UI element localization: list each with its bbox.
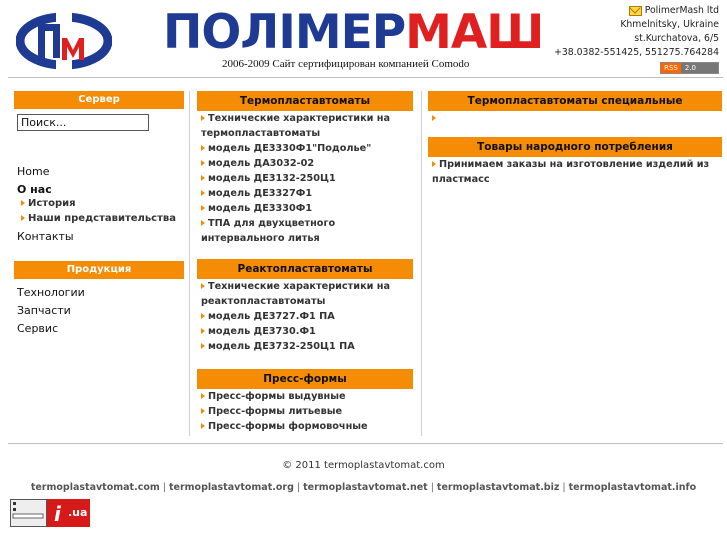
nav-contacts[interactable]: Контакты (17, 230, 74, 243)
iua-counter-badge[interactable] (10, 499, 90, 527)
list-item[interactable] (201, 309, 411, 324)
arrow-right-icon (201, 115, 205, 121)
arrow-right-icon[interactable] (432, 115, 436, 121)
svg-text:i: i (54, 502, 61, 526)
list-item[interactable] (201, 339, 411, 354)
list-item[interactable] (201, 141, 411, 156)
list-item-label: Технические характеристики на термопластавтоматы (201, 113, 391, 139)
arrow-right-icon (21, 200, 25, 206)
copyright: © 2011 termoplastavtomat.com (282, 460, 445, 471)
list-item[interactable] (201, 171, 411, 186)
consumer-goods-section-title: Товары народного потребления (428, 137, 722, 157)
arrow-right-icon (201, 175, 205, 181)
phones: +38.0382-551425, 551275.764284 (554, 47, 719, 58)
list-item-label: Пресс-формы литьевые (208, 406, 343, 417)
list-item-label: модель ДА3032-02 (208, 158, 315, 169)
domain-link[interactable]: termoplastavtomat.biz (436, 482, 560, 493)
street: st.Kurchatova, 6/5 (634, 33, 719, 44)
products-section-title: Продукция (14, 261, 184, 279)
list-item[interactable] (201, 324, 411, 339)
molds-section-title: Пресс-формы (197, 369, 413, 389)
list-item[interactable] (201, 404, 411, 419)
domain-link[interactable]: termoplastavtomat.org (168, 482, 294, 493)
arrow-right-icon (201, 205, 205, 211)
arrow-right-icon (201, 343, 205, 349)
list-item[interactable] (201, 389, 411, 404)
molds-list (201, 389, 411, 434)
brand-name (163, 5, 544, 60)
iua-badge-label: .ua (68, 506, 88, 519)
column-divider (189, 91, 190, 436)
list-item[interactable] (201, 419, 411, 434)
arrow-right-icon (432, 161, 436, 167)
brand-name-part1: ПОЛІМЕР (163, 5, 406, 60)
arrow-right-icon (201, 283, 205, 289)
list-item-label: Пресс-формы выдувные (208, 391, 346, 402)
column-divider (421, 91, 422, 436)
arrow-right-icon (201, 190, 205, 196)
arrow-right-icon (21, 215, 25, 221)
nav-spare-parts[interactable]: Запчасти (17, 304, 71, 317)
list-item-label: модель ДЕ3730.Ф1 (208, 326, 316, 337)
logo-graphic (16, 8, 112, 74)
list-item[interactable] (201, 201, 411, 216)
list-item-label: модель ДЕ3727.Ф1 ПА (208, 311, 335, 322)
separator: | (430, 482, 434, 493)
list-item-label: Технические характеристики на реактопластавтоматы (201, 281, 391, 307)
list-item-label: модель ДЕ3132-250Ц1 (208, 173, 336, 184)
arrow-right-icon (201, 220, 205, 226)
list-item[interactable] (201, 111, 411, 141)
server-section-title: Сервер (14, 91, 184, 109)
list-item[interactable] (201, 156, 411, 171)
nav-service[interactable]: Сервис (17, 322, 59, 335)
list-item[interactable] (432, 157, 718, 187)
separator: | (562, 482, 566, 493)
consumer-goods-list (432, 157, 718, 187)
nav-about[interactable]: О нас (17, 183, 52, 196)
thermoplast-section-title: Термопластавтоматы (197, 91, 413, 111)
reactoplast-list (201, 279, 411, 354)
footer-divider (8, 443, 723, 444)
rss-label: RSS (661, 63, 681, 73)
arrow-right-icon (201, 145, 205, 151)
list-item-label: Принимаем заказы на изготовление изделий из пластмасс (432, 159, 710, 185)
domain-link[interactable]: termoplastavtomat.info (568, 482, 697, 493)
separator: | (162, 482, 166, 493)
nav-offices-label: Наши представительства (28, 213, 176, 224)
separator: | (296, 482, 301, 493)
arrow-right-icon (201, 313, 205, 319)
list-item[interactable] (201, 279, 411, 309)
company-name[interactable]: PolimerMash ltd (644, 5, 719, 16)
nav-offices[interactable] (21, 213, 176, 224)
list-item-label: модель ДЕ3327Ф1 (208, 188, 313, 199)
list-item-label: модель ДЕ3330Ф1 (208, 203, 313, 214)
nav-technologies[interactable]: Технологии (17, 286, 85, 299)
arrow-right-icon (201, 160, 205, 166)
list-item-label: ТПА для двухцветного интервального литья (201, 218, 336, 244)
city: Khmelnitsky, Ukraine (620, 19, 719, 30)
header-divider (8, 77, 723, 78)
envelope-icon[interactable] (629, 6, 642, 16)
reactoplast-section-title: Реактопластавтоматы (197, 259, 413, 279)
domain-link[interactable]: termoplastavtomat.net (303, 482, 428, 493)
domain-links (0, 482, 727, 493)
certification-note: 2006-2009 Сайт сертифицирован компанией Comodo (222, 58, 470, 70)
arrow-right-icon (201, 423, 205, 429)
special-thermoplast-section-title: Термопластавтоматы специальные (428, 91, 722, 111)
list-item-label: модель ДЕ3732-250Ц1 ПА (208, 341, 355, 352)
contact-block (554, 4, 719, 75)
search-input[interactable] (17, 114, 149, 131)
nav-history-label: История (28, 198, 76, 209)
arrow-right-icon (201, 393, 205, 399)
list-item[interactable] (201, 186, 411, 201)
arrow-right-icon (201, 408, 205, 414)
arrow-right-icon (201, 328, 205, 334)
company-logo[interactable] (16, 8, 112, 74)
thermoplast-list (201, 111, 411, 246)
nav-home[interactable]: Home (17, 165, 50, 178)
list-item-label: Пресс-формы формовочные (208, 421, 368, 432)
special-thermoplast-list (432, 111, 718, 123)
list-item[interactable] (201, 216, 411, 246)
domain-link[interactable]: termoplastavtomat.com (30, 482, 160, 493)
rss-badge[interactable] (660, 62, 719, 74)
list-item-label: модель ДЕ3330Ф1"Подолье" (208, 143, 372, 154)
rss-version: 2.0 (681, 63, 718, 73)
nav-history[interactable] (21, 198, 76, 209)
brand-name-part2: МАШ (405, 5, 544, 60)
